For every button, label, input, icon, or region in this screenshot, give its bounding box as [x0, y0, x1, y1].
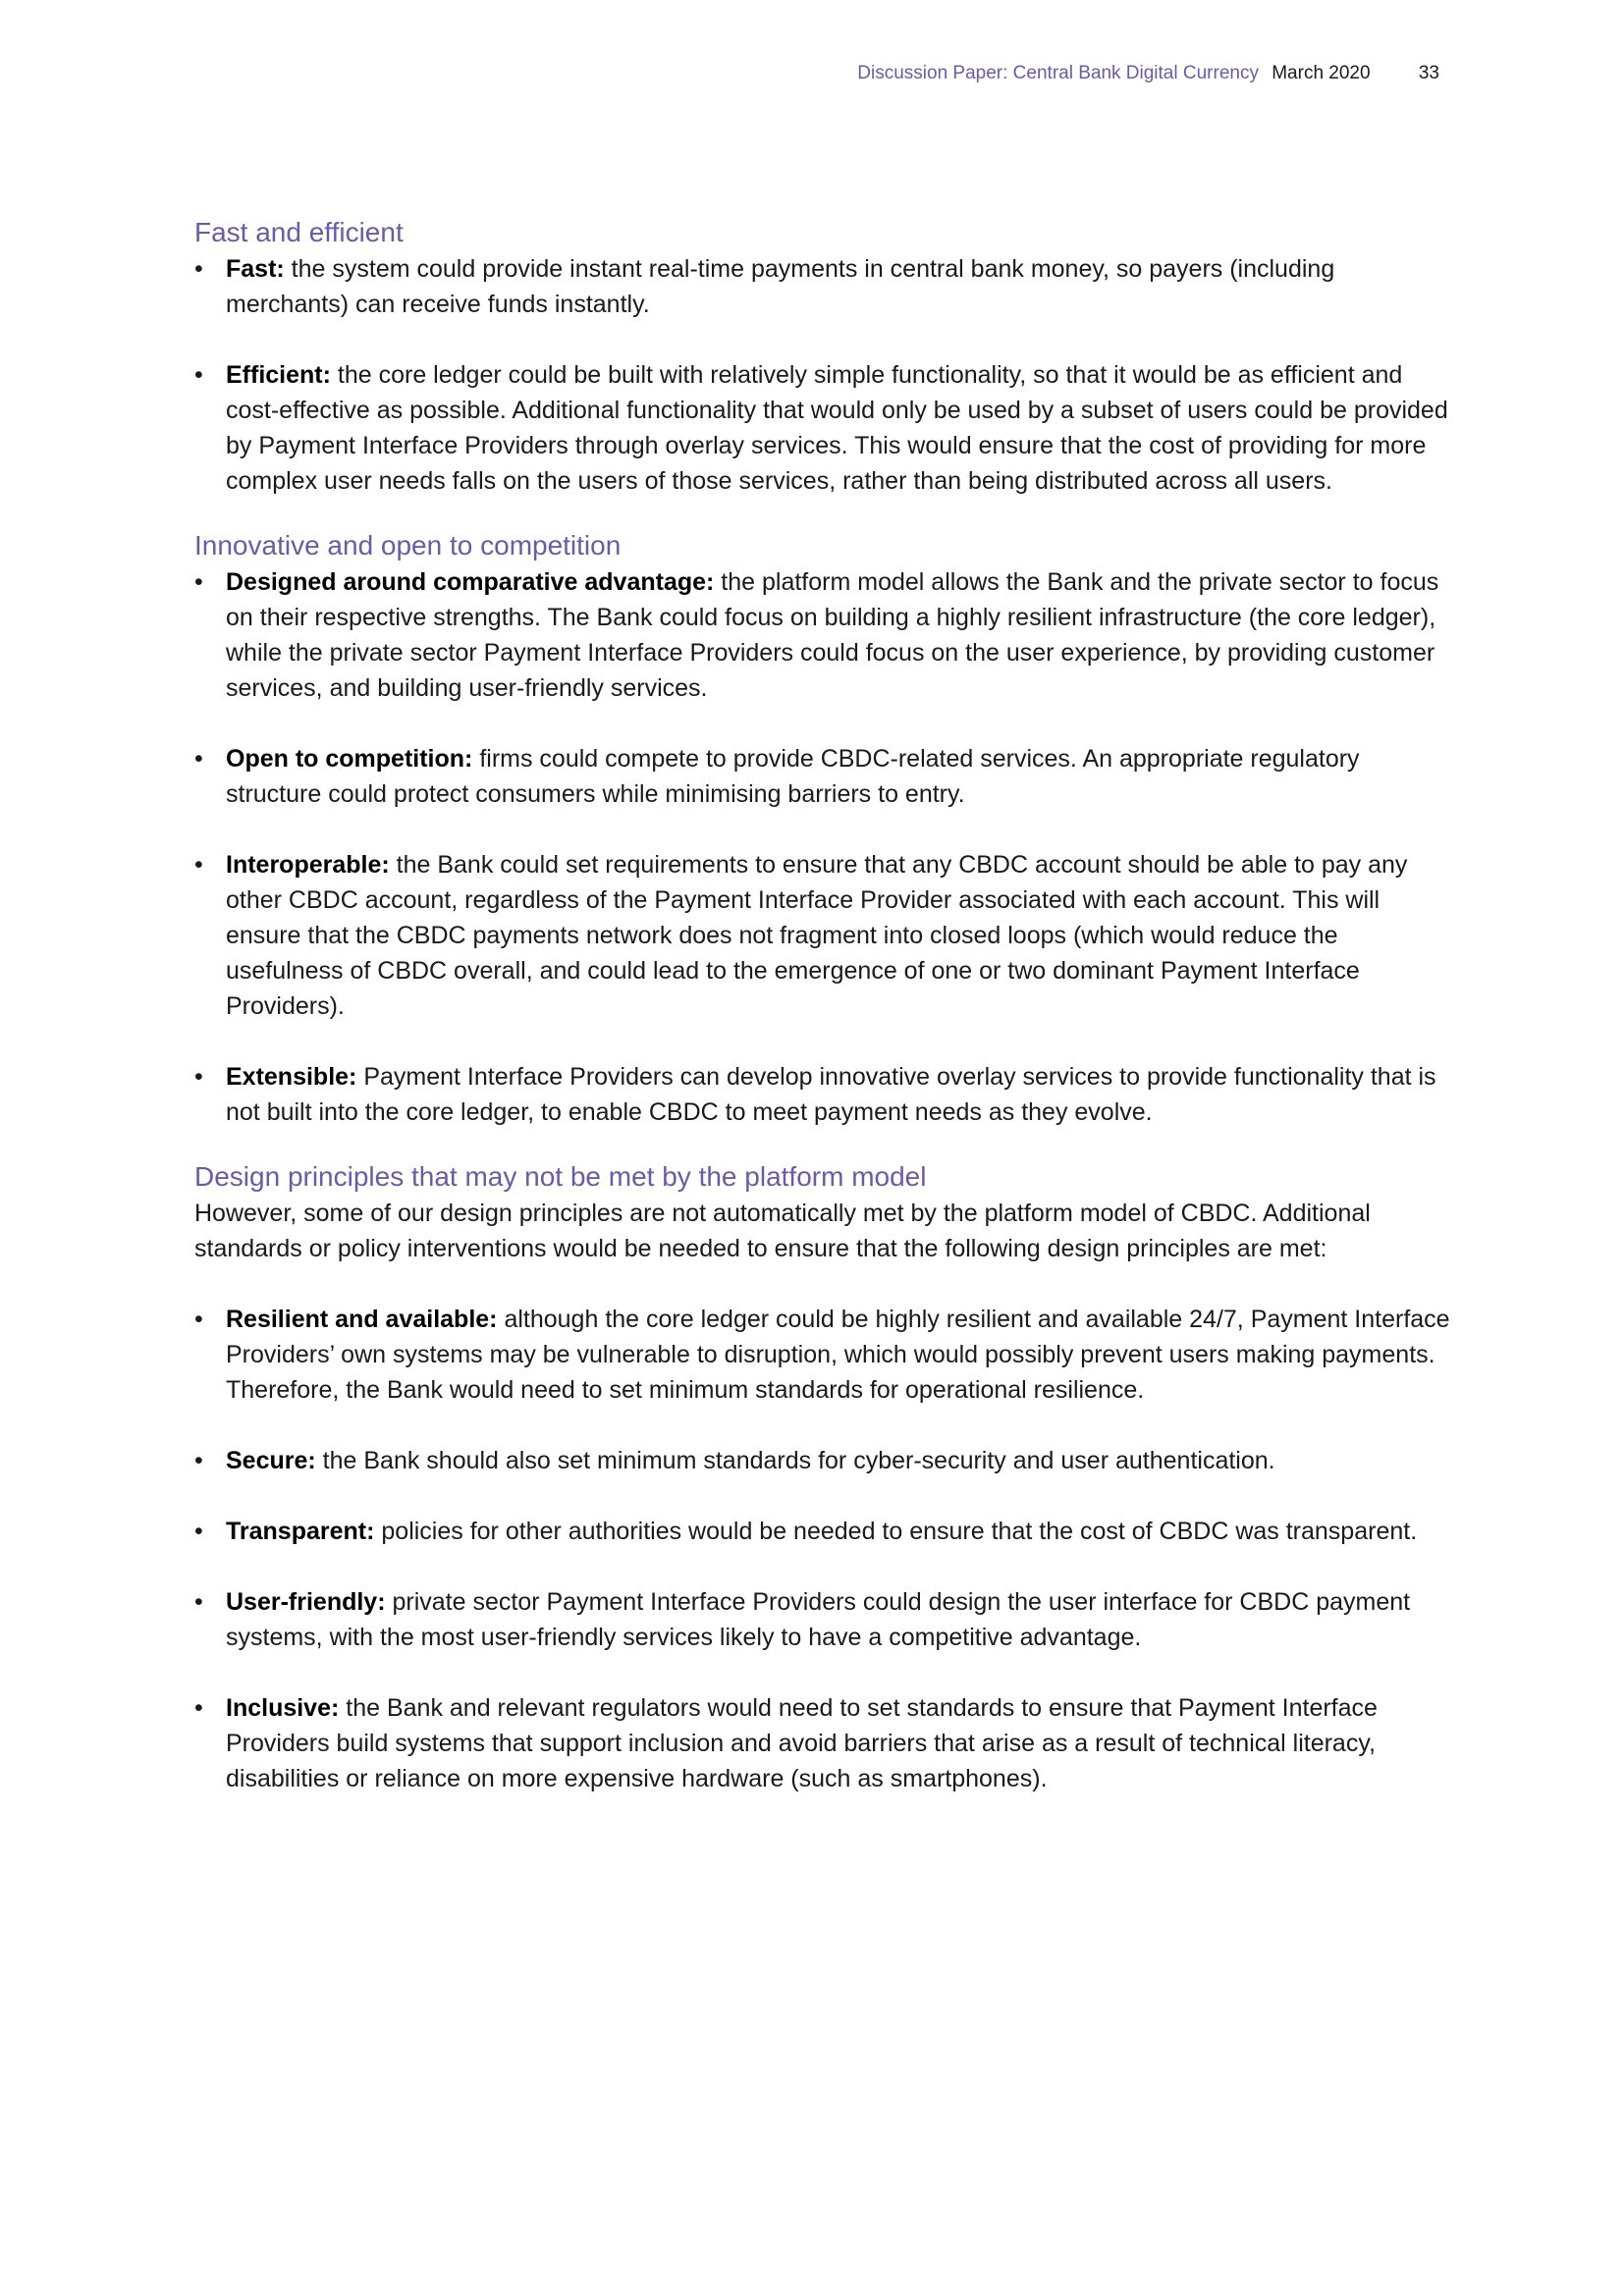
- page-body: [194, 214, 1451, 1796]
- item-term: Designed around comparative advantage:: [226, 568, 715, 596]
- publication-date: March 2020: [1272, 63, 1371, 83]
- bullet-icon: •: [194, 1306, 203, 1333]
- item-text: the platform model allows the Bank and the private sector to focus on their respective strengths. The Bank could focus on building a highly resilient infrastructure (the core ledger), while the private sector Payment Interface Providers could focus on the user experience, by providing customer services, and building user-friendly services.: [226, 568, 1439, 702]
- item-term: Interoperable:: [226, 851, 390, 879]
- running-header: [857, 61, 1439, 86]
- item-text: private sector Payment Interface Providers could design the user interface for CBDC payment systems, with the most user-friendly services likely to have a competitive advantage.: [226, 1588, 1411, 1651]
- bullet-icon: •: [194, 255, 203, 283]
- document-title: Discussion Paper: Central Bank Digital Currency: [857, 63, 1259, 83]
- item-text: firms could compete to provide CBDC-related services. An appropriate regulatory structure could protect consumers while minimising barriers to entry.: [226, 745, 1360, 808]
- item-text: the core ledger could be built with relatively simple functionality, so that it would be as efficient and cost-effective as possible. Additional functionality that would only be used by a subset of users could be provided by Payment Interface Providers through overlay services. This would ensure that the cost of providing for more complex user needs falls on the users of those services, rather than being distributed across all users.: [226, 361, 1448, 495]
- item-term: Resilient and available:: [226, 1306, 498, 1333]
- list-item: [194, 1584, 1451, 1655]
- item-text: Payment Interface Providers can develop innovative overlay services to provide functionality that is not built into the core ledger, to enable CBDC to meet payment needs as they evolve.: [226, 1063, 1436, 1126]
- bullet-icon: •: [194, 568, 203, 596]
- item-text: policies for other authorities would be needed to ensure that the cost of CBDC was transparent.: [374, 1518, 1418, 1545]
- bullet-icon: •: [194, 1447, 203, 1474]
- bullet-icon: •: [194, 1518, 203, 1545]
- bullet-icon: •: [194, 1063, 203, 1091]
- list-item: [194, 1059, 1451, 1130]
- list-item: [194, 251, 1451, 322]
- list-item: [194, 1514, 1451, 1549]
- item-term: Extensible:: [226, 1063, 357, 1091]
- item-text: the system could provide instant real-time payments in central bank money, so payers (including merchants) can receive funds instantly.: [226, 255, 1335, 318]
- page-number: 33: [1418, 63, 1439, 83]
- section-intro: However, some of our design principles are not automatically met by the platform model of CBDC. Additional standards or policy interventions would be needed to ensure that the following design principles are met:: [194, 1200, 1371, 1262]
- bullet-icon: •: [194, 361, 203, 389]
- item-text: the Bank could set requirements to ensure that any CBDC account should be able to pay any other CBDC account, regardless of the Payment Interface Provider associated with each account. This will ensure that the CBDC payments network does not fragment into closed loops (which would reduce the usefulness of CBDC overall, and could lead to the emergence of one or two dominant Payment Interface Providers).: [226, 851, 1408, 1020]
- list-item: [194, 357, 1451, 499]
- item-term: Inclusive:: [226, 1694, 340, 1722]
- item-term: Fast:: [226, 255, 285, 283]
- section-heading: Innovative and open to competition: [194, 530, 622, 561]
- bullet-list: [194, 564, 1451, 1130]
- list-item: [194, 847, 1451, 1024]
- item-text: the Bank and relevant regulators would need to set standards to ensure that Payment Interface Providers build systems that support inclusion and avoid barriers that arise as a result of technical literacy, disabilities or reliance on more expensive hardware (such as smartphones).: [226, 1694, 1378, 1792]
- bullet-icon: •: [194, 1694, 203, 1722]
- section-heading: Fast and efficient: [194, 217, 404, 247]
- item-text: although the core ledger could be highly resilient and available 24/7, Payment Interface Providers’ own systems may be vulnerable to disruption, which would possibly prevent users making payments. Therefore, the Bank would need to set minimum standards for operational resilience.: [226, 1306, 1450, 1404]
- list-item: [194, 1443, 1451, 1478]
- list-item: [194, 1302, 1451, 1408]
- bullet-icon: •: [194, 1588, 203, 1616]
- item-term: User-friendly:: [226, 1588, 386, 1616]
- list-item: [194, 1690, 1451, 1796]
- item-term: Transparent:: [226, 1518, 375, 1545]
- section-innovative-and-open: [194, 527, 1451, 1130]
- section-heading: Design principles that may not be met by the platform model: [194, 1161, 927, 1192]
- bullet-icon: •: [194, 851, 203, 879]
- bullet-list: [194, 251, 1451, 499]
- bullet-icon: •: [194, 745, 203, 773]
- item-term: Secure:: [226, 1447, 316, 1474]
- list-item: [194, 564, 1451, 706]
- item-term: Efficient:: [226, 361, 331, 389]
- list-item: [194, 741, 1451, 812]
- item-text: the Bank should also set minimum standards for cyber-security and user authentication.: [315, 1447, 1275, 1474]
- bullet-list: [194, 1302, 1451, 1796]
- item-term: Open to competition:: [226, 745, 473, 773]
- section-fast-and-efficient: [194, 214, 1451, 499]
- section-design-principles-not-met: [194, 1158, 1451, 1796]
